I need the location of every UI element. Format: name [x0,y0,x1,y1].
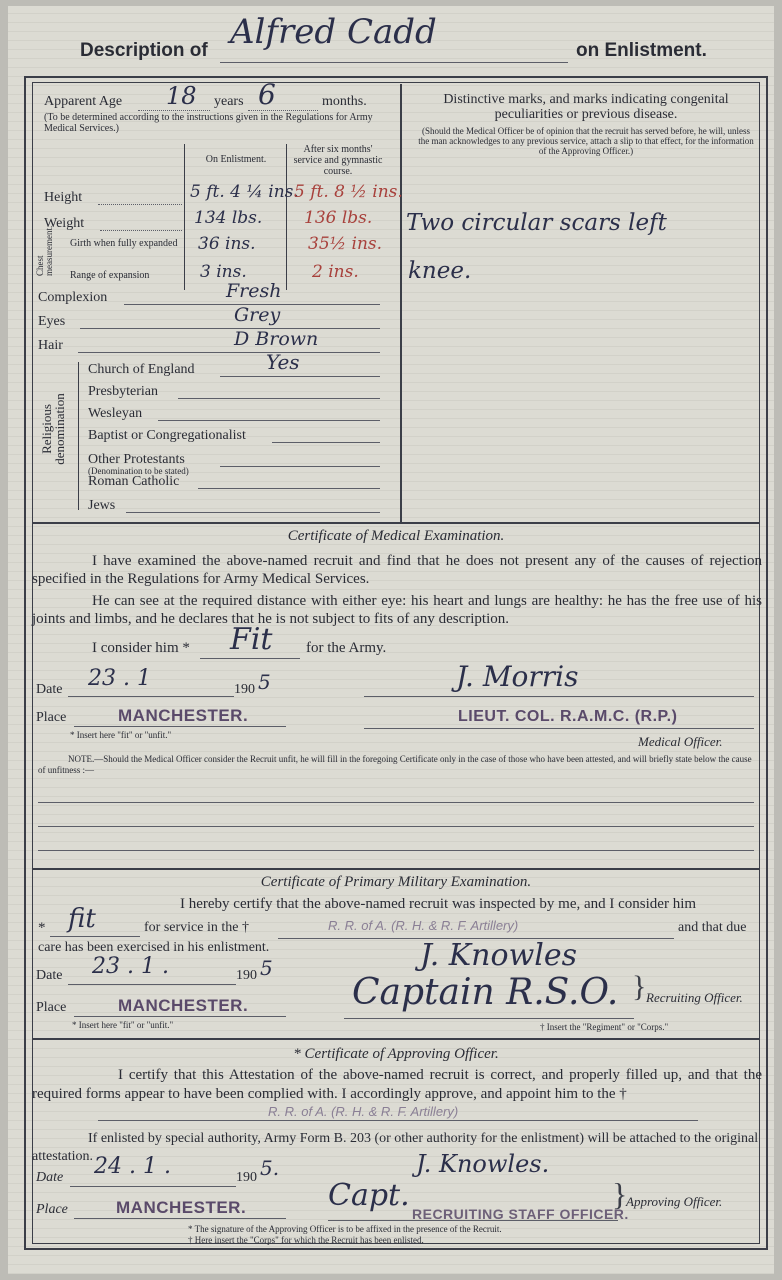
primary-care-text: care has been exercised in his enlistment. [38,940,270,955]
primary-place-value: MANCHESTER. [118,996,249,1015]
age-years-label: years [214,94,244,109]
chest-side-label: Chest measurement. [35,225,54,276]
complexion-label: Complexion [38,290,108,305]
hair-label: Hair [38,338,63,353]
height-enlist-value: 5 ft. 4 ¼ ins. [190,182,299,202]
section-divider-2 [33,868,759,870]
approving-officer-title: Approving Officer. [626,1194,723,1209]
age-note: (To be determined according to the instructions given in the Regulations for Army Medical Services.) [44,112,373,134]
religion-item-1: Presbyterian [88,384,158,399]
height-label: Height [44,190,83,205]
medical-place-value: MANCHESTER. [118,706,249,725]
age-months-value: 6 [258,78,276,111]
medical-year-value: 5 [258,670,271,694]
header-suffix: on Enlistment. [576,40,707,61]
religion-item-4: Other Protestants [88,452,185,467]
approving-place-value: MANCHESTER. [116,1198,247,1217]
height-after-value: 5 ft. 8 ½ ins. [294,182,403,202]
marks-value-line2: knee. [408,258,472,284]
primary-signature-rank: Captain R.S.O. [352,972,619,1013]
girth-enlist-value: 36 ins. [198,234,256,254]
approving-title: * Certificate of Approving Officer. [293,1046,499,1062]
recruit-name: Alfred Cadd [230,12,437,52]
primary-due-text: and that due [678,920,747,935]
primary-signature: J. Knowles [420,938,577,973]
religion-item-0: Church of England [88,362,195,377]
approving-foot1: * The signature of the Approving Officer is to be affixed in the presence of the Recruit. [188,1224,502,1234]
marks-heading: Distinctive marks, and marks indicating congenital peculiarities or previous disease. [443,92,729,122]
column-divider [400,84,402,522]
approving-corps-value: R. R. of A. (R. H. & R. F. Artillery) [268,1104,459,1119]
weight-enlist-value: 134 lbs. [194,208,263,228]
header-prefix: Description of [80,40,208,61]
medical-officer-signature: J. Morris [456,660,579,693]
col-after-six-months: After six months' service and gymnastic course. [293,144,383,177]
hair-value: D Brown [234,328,319,350]
enlistment-form-page: Description of Alfred Cadd on Enlistment. Apparent Age 18 years 6 months. (To be determined according to the instructions given in the Regulations for Army Medical Services.) On Enlistment. After six months' service and gymnastic course. Height 5 ft. 4 ¼ ins. 5 ft. 8 ½ ins. Weight 134 lbs. 136 lbs. Chest measurement. Girth when fully expanded 36 ins. 35½ ins. Range of expansion 3 ins. 2 ins. Complexion Fresh Eyes Grey Hair D Brown Religious denomination Church of England Yes Presbyterian Wesleyan Baptist or Congregationalist Other Protestants (Denomination to be stated) Roman Catholic Jews Distinctive marks, and marks indicating congenital peculiarities or previous disease. (Should the Medical Officer be of opinion that the recruit has served before, he will, unless the man acknowledges to any previous service, attach a slip to that effect, for the information of the Approving Officer.) Two circular scars left knee. Certificate of Medical Examination. I have examined the above-named recruit and find that he does not present any of the causes of rejection specified in the Regulations for Army Medical Services. He can see at the required distance with either eye: his heart and lungs are healthy: he has the free use of his joints and limbs, and he declares that he is not subject to fits of any description. I consider him * Fit for the Army. Date 23 . 1 190 5 J. Morris Place MANCHESTER. LIEUT. COL. R.A.M.C. (R.P.) * Insert here "fit" or "unfit." Medical Officer. NOTE.—Should the Medical Officer consider the Recruit unfit, he will fill in the foregoing Certificate only in the case of those who have been attested, and will briefly state below the cause of unfitness :— Certificate of Primary Military Examination. I hereby certify that the above-named recruit was inspected by me, and I consider him * fit for service in the † R. R. of A. (R. H. & R. F. Artillery) and that due care has been exercised in his enlistment. Date 23 . 1 . 190 5 J. Knowles Place MANCHESTER. Captain R.S.O. } Recruiting Officer. * Insert here "fit" or "unfit." † Insert the "Regiment" or "Corps." * Certificate of Approving Officer. I certify that this Attestation of the above-named recruit is correct, and properly filled up, and that the required forms appear to have been complied with. I accordingly approve, and appoint him to the † R. R. of A. (R. H. & R. F. Artillery) If enlisted by special authority, Army Form B. 203 (or other authority for the enlistment) will be attached to the original attestation. Date 24 . 1 . 190 5. J. Knowles. Place MANCHESTER. Capt. RECRUITING STAFF OFFICER. } Approving Officer. * The signature of the Approving Officer is to be affixed in the presence of the Recruit. † Here insert the "Corps" for which the Recruit has been enlisted. [8,6,774,1274]
medical-year-prefix: 190 [234,682,255,697]
approving-year-prefix: 190 [236,1170,257,1185]
primary-corps-value: R. R. of A. (R. H. & R. F. Artillery) [328,918,519,933]
eyes-value: Grey [234,304,281,326]
medical-para1: I have examined the above-named recruit and find that he does not present any of the causes of rejection specified in the Regulations for Army Medical Services. [32,553,762,587]
marks-value-line1: Two circular scars left [406,210,667,236]
approving-para2: If enlisted by special authority, Army Form B. 203 (or other authority for the enlistment) will be attached to the original attestation. [32,1131,759,1164]
primary-service-text: for service in the † [144,920,249,935]
religion-item-5: Roman Catholic [88,474,180,489]
approving-date-value: 24 . 1 . [94,1154,171,1179]
medical-title: Certificate of Medical Examination. [287,528,505,544]
medical-consider-prefix: I consider him * [92,640,190,656]
marks-note: (Should the Medical Officer be of opinion that the recruit has served before, he will, unless the man acknowledges to any previous service, attach a slip to that effect, for the information of the Approving Officer.) [418,126,754,156]
range-enlist-value: 3 ins. [200,262,247,282]
primary-title: Certificate of Primary Military Examination. [260,874,532,890]
medical-date-value: 23 . 1 [88,666,151,691]
medical-consider-suffix: for the Army. [306,640,387,656]
church-value: Yes [266,350,300,374]
religion-other-note: (Denomination to be stated) [88,466,189,476]
col-on-enlistment: On Enlistment. [205,154,267,165]
approving-foot2: † Here insert the "Corps" for which the Recruit has been enlisted. [188,1235,424,1245]
primary-place-label: Place [36,1000,67,1015]
medical-para2: He can see at the required distance with either eye: his heart and lungs are healthy: he has the free use of his joints and limbs, and he declares that he is not subject to fits of any description. [32,593,762,627]
medical-officer-stamp: LIEUT. COL. R.A.M.C. (R.P.) [458,708,678,725]
weight-after-value: 136 lbs. [304,208,373,228]
primary-officer-title: Recruiting Officer. [646,990,743,1005]
approving-signature-rank: Capt. [328,1178,410,1213]
complexion-value: Fresh [226,280,282,302]
eyes-label: Eyes [38,314,66,329]
section-divider-1 [33,522,759,524]
primary-year-value: 5 [260,956,273,980]
approving-stamp: RECRUITING STAFF OFFICER. [412,1206,629,1222]
medical-place-label: Place [36,710,67,725]
approving-year-value: 5. [260,1156,280,1180]
medical-date-label: Date [36,682,63,697]
section-divider-3 [33,1038,759,1040]
girth-after-value: 35½ ins. [308,234,383,254]
primary-line1: I hereby certify that the above-named recruit was inspected by me, and I consider him [180,896,697,912]
religion-item-2: Wesleyan [88,406,143,421]
age-months-label: months. [322,94,367,109]
approving-place-label: Place [36,1202,68,1217]
primary-year-prefix: 190 [236,968,257,983]
medical-insert-note: * Insert here "fit" or "unfit." [70,730,172,740]
medical-officer-title: Medical Officer. [638,734,723,749]
medical-consider-value: Fit [230,622,273,657]
primary-fit-value: fit [68,904,96,934]
primary-date-value: 23 . 1 . [92,954,169,979]
medical-note: NOTE.—Should the Medical Officer consider the Recruit unfit, he will fill in the foregoing Certificate only in the case of those who have been attested, and will briefly state below the cause of unfitness :— [38,754,752,775]
range-after-value: 2 ins. [312,262,359,282]
primary-insert-note2: † Insert the "Regiment" or "Corps." [540,1022,669,1032]
religion-item-6: Jews [88,498,116,513]
approving-date-label: Date [36,1170,64,1185]
religion-item-3: Baptist or Congregationalist [88,428,246,443]
primary-date-label: Date [36,968,63,983]
girth-label: Girth when fully expanded [70,238,178,249]
age-label: Apparent Age [44,94,123,109]
religion-side-label: Religious denomination [39,393,67,465]
primary-insert-note: * Insert here "fit" or "unfit." [72,1020,174,1030]
approving-para: I certify that this Attestation of the above-named recruit is correct, and properly filled up, and that the required forms appear to have been complied with. I accordingly approve, and appoint him to the † [32,1067,762,1102]
age-years-value: 18 [166,82,197,110]
approving-signature: J. Knowles. [416,1150,550,1178]
range-label: Range of expansion [70,270,150,281]
weight-label: Weight [44,216,85,231]
